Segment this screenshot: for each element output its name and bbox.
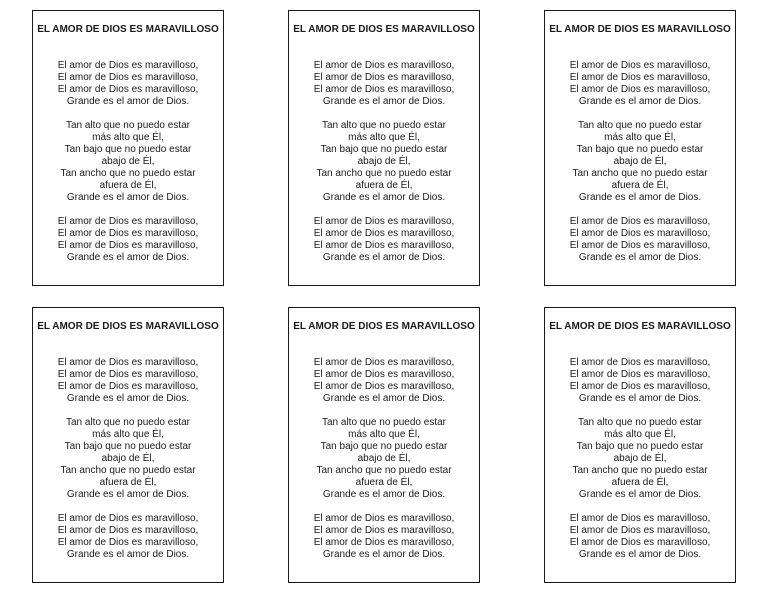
stanza xyxy=(33,60,223,108)
lyric-line: El amor de Dios es maravilloso, xyxy=(57,84,199,95)
lyric-line: abajo de Él, xyxy=(101,453,155,464)
lyric-line: El amor de Dios es maravilloso, xyxy=(569,357,711,368)
lyrics xyxy=(289,60,479,276)
card-title: EL AMOR DE DIOS ES MARAVILLOSO xyxy=(549,321,731,332)
stanza xyxy=(33,216,223,264)
lyric-line: afuera de Él, xyxy=(99,180,157,191)
lyric-line: abajo de Él, xyxy=(101,156,155,167)
lyric-line: Tan ancho que no puedo estar xyxy=(316,465,452,476)
lyric-line: El amor de Dios es maravilloso, xyxy=(569,60,711,71)
lyric-line: afuera de Él, xyxy=(355,477,413,488)
stanza xyxy=(33,357,223,405)
song-card xyxy=(544,10,736,286)
lyric-line: Tan alto que no puedo estar xyxy=(578,417,702,428)
stanza xyxy=(545,60,735,108)
lyric-line: Grande es el amor de Dios. xyxy=(66,252,190,263)
lyric-line: El amor de Dios es maravilloso, xyxy=(313,357,455,368)
lyric-line: El amor de Dios es maravilloso, xyxy=(569,228,711,239)
stanza xyxy=(545,120,735,204)
lyric-line: El amor de Dios es maravilloso, xyxy=(57,357,199,368)
song-card xyxy=(288,307,480,583)
lyric-line: afuera de Él, xyxy=(611,477,669,488)
song-card xyxy=(544,307,736,583)
song-card xyxy=(288,10,480,286)
lyric-line: El amor de Dios es maravilloso, xyxy=(569,240,711,251)
lyric-line: El amor de Dios es maravilloso, xyxy=(57,60,199,71)
stanza xyxy=(33,120,223,204)
lyric-line: Tan ancho que no puedo estar xyxy=(572,168,708,179)
lyric-line: Grande es el amor de Dios. xyxy=(322,192,446,203)
lyric-line: El amor de Dios es maravilloso, xyxy=(569,513,711,524)
song-card xyxy=(32,307,224,583)
stanza xyxy=(33,513,223,561)
lyric-line: más alto que Él, xyxy=(92,429,164,440)
lyric-line: El amor de Dios es maravilloso, xyxy=(313,72,455,83)
lyric-line: El amor de Dios es maravilloso, xyxy=(569,537,711,548)
lyric-line: Grande es el amor de Dios. xyxy=(322,252,446,263)
lyric-line: El amor de Dios es maravilloso, xyxy=(57,216,199,227)
lyric-line: Tan ancho que no puedo estar xyxy=(572,465,708,476)
lyric-line: El amor de Dios es maravilloso, xyxy=(569,369,711,380)
lyric-line: Tan bajo que no puedo estar xyxy=(576,144,704,155)
lyric-line: El amor de Dios es maravilloso, xyxy=(57,537,199,548)
lyric-line: más alto que Él, xyxy=(348,132,420,143)
card-title: EL AMOR DE DIOS ES MARAVILLOSO xyxy=(293,24,475,35)
lyric-line: Grande es el amor de Dios. xyxy=(322,96,446,107)
lyric-line: El amor de Dios es maravilloso, xyxy=(569,525,711,536)
lyric-line: Tan bajo que no puedo estar xyxy=(64,441,192,452)
stanza xyxy=(545,357,735,405)
lyric-line: Grande es el amor de Dios. xyxy=(578,549,702,560)
lyric-line: Grande es el amor de Dios. xyxy=(578,489,702,500)
lyric-line: El amor de Dios es maravilloso, xyxy=(569,381,711,392)
lyric-line: más alto que Él, xyxy=(92,132,164,143)
lyric-line: El amor de Dios es maravilloso, xyxy=(313,84,455,95)
lyric-line: Tan bajo que no puedo estar xyxy=(64,144,192,155)
lyric-line: El amor de Dios es maravilloso, xyxy=(313,381,455,392)
lyric-line: El amor de Dios es maravilloso, xyxy=(313,525,455,536)
lyric-line: Tan ancho que no puedo estar xyxy=(316,168,452,179)
lyric-line: Tan ancho que no puedo estar xyxy=(60,465,196,476)
card-title: EL AMOR DE DIOS ES MARAVILLOSO xyxy=(37,24,219,35)
lyric-line: Tan ancho que no puedo estar xyxy=(60,168,196,179)
lyrics xyxy=(33,357,223,573)
lyric-line: afuera de Él, xyxy=(355,180,413,191)
lyric-line: Grande es el amor de Dios. xyxy=(578,192,702,203)
lyric-line: Grande es el amor de Dios. xyxy=(322,549,446,560)
stanza xyxy=(289,513,479,561)
lyrics xyxy=(33,60,223,276)
lyric-line: más alto que Él, xyxy=(604,132,676,143)
lyric-line: El amor de Dios es maravilloso, xyxy=(569,216,711,227)
lyric-line: El amor de Dios es maravilloso, xyxy=(313,537,455,548)
lyric-line: abajo de Él, xyxy=(357,453,411,464)
lyrics xyxy=(289,357,479,573)
stanza xyxy=(289,216,479,264)
lyric-line: El amor de Dios es maravilloso, xyxy=(313,228,455,239)
card-title: EL AMOR DE DIOS ES MARAVILLOSO xyxy=(549,24,731,35)
lyric-line: Grande es el amor de Dios. xyxy=(578,393,702,404)
lyric-line: más alto que Él, xyxy=(348,429,420,440)
lyric-line: más alto que Él, xyxy=(604,429,676,440)
lyric-line: El amor de Dios es maravilloso, xyxy=(57,72,199,83)
stanza xyxy=(545,216,735,264)
stanza xyxy=(289,357,479,405)
stanza xyxy=(289,60,479,108)
song-card xyxy=(32,10,224,286)
lyric-line: abajo de Él, xyxy=(613,453,667,464)
lyric-line: El amor de Dios es maravilloso, xyxy=(569,84,711,95)
card-title: EL AMOR DE DIOS ES MARAVILLOSO xyxy=(37,321,219,332)
lyric-line: El amor de Dios es maravilloso, xyxy=(57,369,199,380)
lyric-line: abajo de Él, xyxy=(613,156,667,167)
stanza xyxy=(289,120,479,204)
lyric-line: Tan alto que no puedo estar xyxy=(66,417,190,428)
lyric-line: Tan alto que no puedo estar xyxy=(578,120,702,131)
lyric-line: afuera de Él, xyxy=(611,180,669,191)
lyric-line: El amor de Dios es maravilloso, xyxy=(57,240,199,251)
stanza xyxy=(289,417,479,501)
lyric-line: afuera de Él, xyxy=(99,477,157,488)
lyric-line: El amor de Dios es maravilloso, xyxy=(313,60,455,71)
lyric-line: El amor de Dios es maravilloso, xyxy=(57,525,199,536)
lyric-line: Tan alto que no puedo estar xyxy=(322,417,446,428)
lyric-line: Grande es el amor de Dios. xyxy=(66,96,190,107)
lyric-line: Tan bajo que no puedo estar xyxy=(576,441,704,452)
lyric-line: Grande es el amor de Dios. xyxy=(66,549,190,560)
lyric-line: Grande es el amor de Dios. xyxy=(322,489,446,500)
lyric-line: El amor de Dios es maravilloso, xyxy=(313,513,455,524)
lyric-line: El amor de Dios es maravilloso, xyxy=(57,513,199,524)
lyric-line: El amor de Dios es maravilloso, xyxy=(57,381,199,392)
stanza xyxy=(545,513,735,561)
lyric-line: Grande es el amor de Dios. xyxy=(66,192,190,203)
lyric-line: Tan bajo que no puedo estar xyxy=(320,144,448,155)
lyric-line: El amor de Dios es maravilloso, xyxy=(313,240,455,251)
lyrics xyxy=(545,60,735,276)
stanza xyxy=(545,417,735,501)
lyric-line: El amor de Dios es maravilloso, xyxy=(313,216,455,227)
lyric-line: Tan alto que no puedo estar xyxy=(66,120,190,131)
lyric-line: El amor de Dios es maravilloso, xyxy=(569,72,711,83)
lyric-line: Tan alto que no puedo estar xyxy=(322,120,446,131)
stanza xyxy=(33,417,223,501)
card-title: EL AMOR DE DIOS ES MARAVILLOSO xyxy=(293,321,475,332)
lyric-line: Grande es el amor de Dios. xyxy=(578,252,702,263)
lyrics xyxy=(545,357,735,573)
lyric-line: Grande es el amor de Dios. xyxy=(66,489,190,500)
lyric-line: Grande es el amor de Dios. xyxy=(66,393,190,404)
lyric-line: Grande es el amor de Dios. xyxy=(578,96,702,107)
lyric-line: Tan bajo que no puedo estar xyxy=(320,441,448,452)
lyric-line: El amor de Dios es maravilloso, xyxy=(313,369,455,380)
lyric-line: Grande es el amor de Dios. xyxy=(322,393,446,404)
lyric-line: El amor de Dios es maravilloso, xyxy=(57,228,199,239)
lyric-line: abajo de Él, xyxy=(357,156,411,167)
